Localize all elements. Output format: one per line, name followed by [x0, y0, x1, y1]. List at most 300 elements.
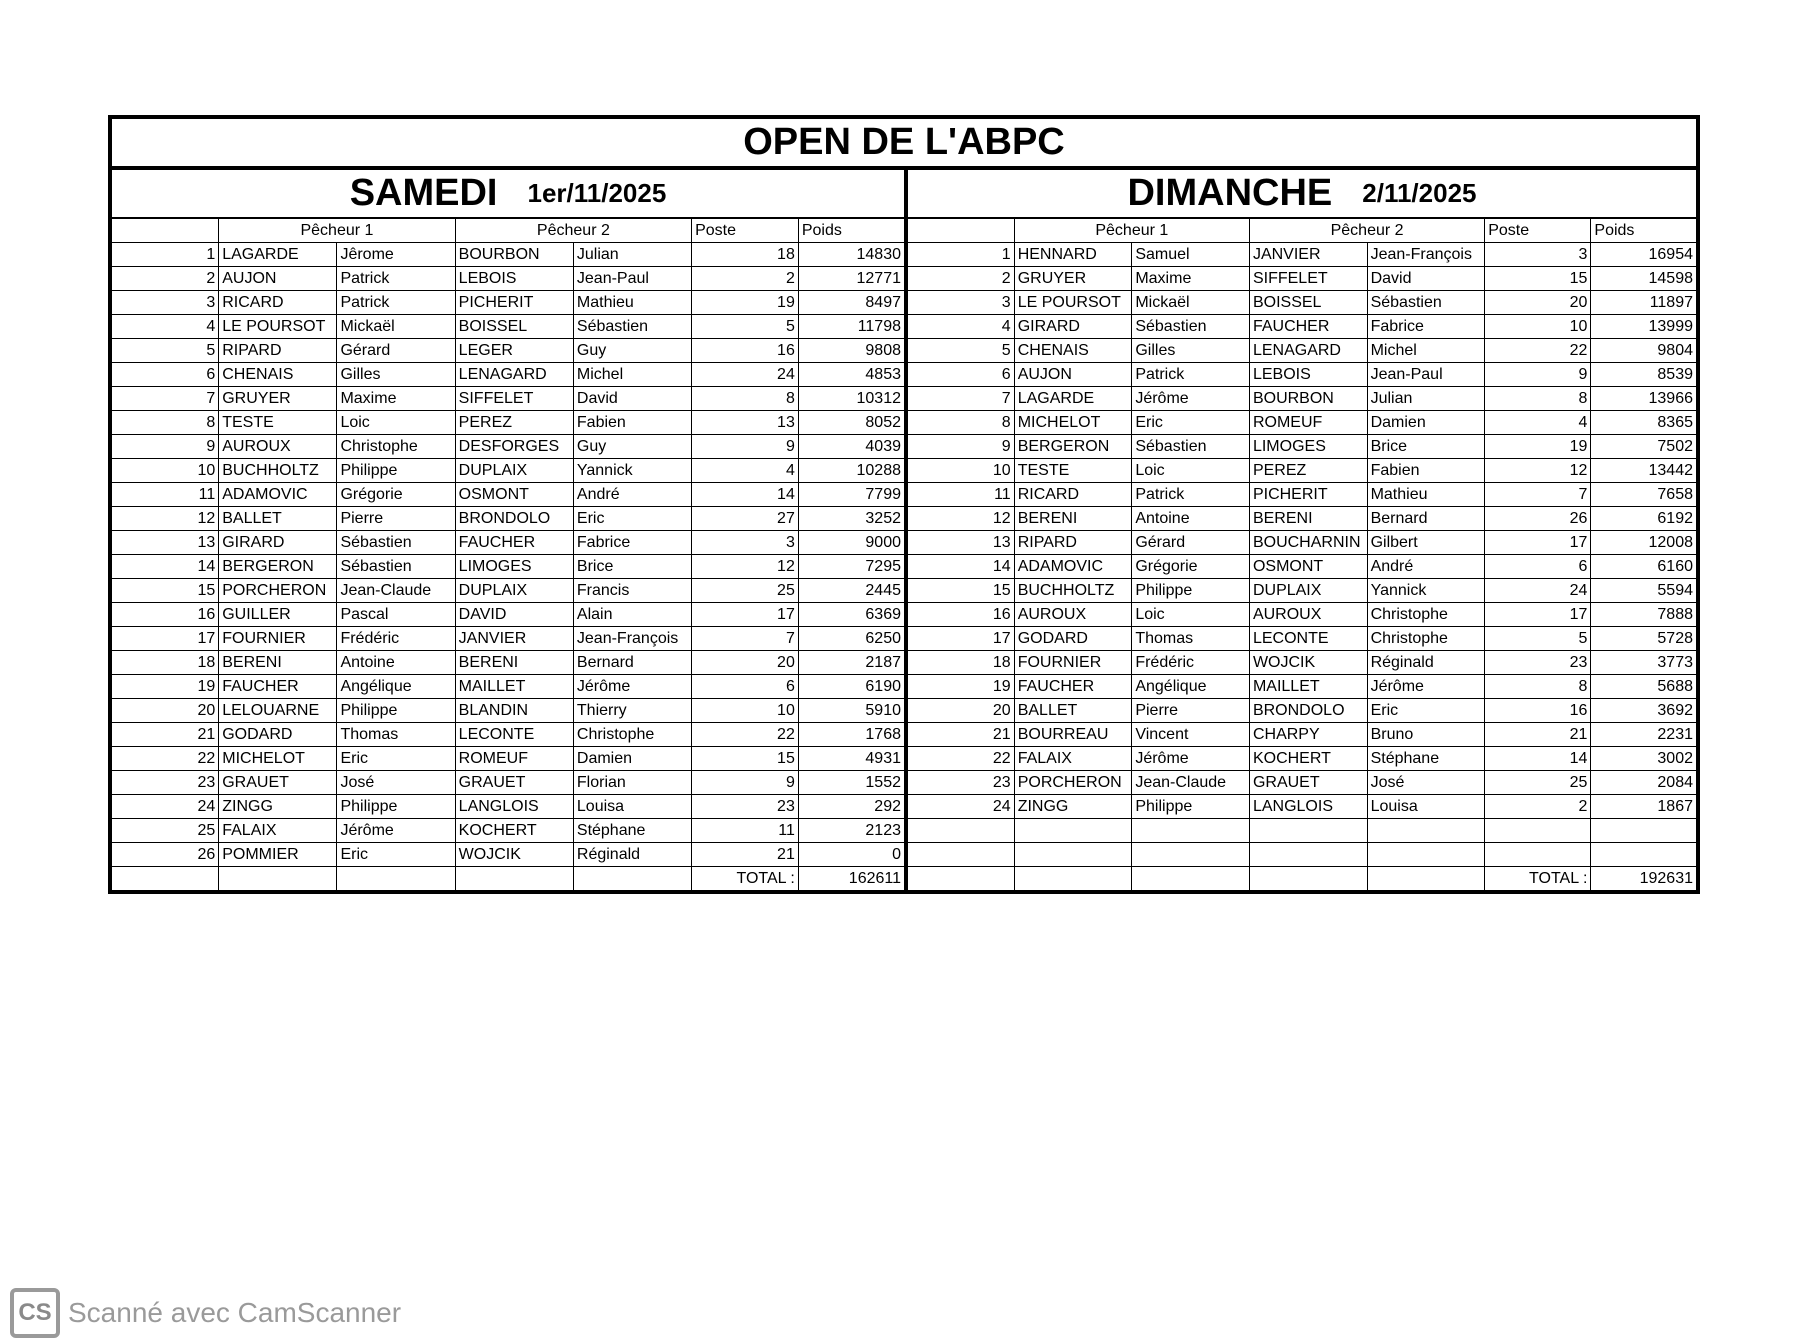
pecheur2-firstname: Damien: [1367, 411, 1485, 435]
pecheur2-lastname: AUROUX: [1249, 603, 1367, 627]
table-row: [908, 771, 1696, 795]
table-row: [112, 243, 904, 267]
empty-cell: [455, 867, 573, 891]
rank-cell: 21: [112, 723, 219, 747]
poids-header: Poids: [1591, 219, 1696, 243]
pecheur2-firstname: Christophe: [1367, 627, 1485, 651]
rank-cell: 16: [908, 603, 1014, 627]
rank-cell: 2: [908, 267, 1014, 291]
table-row: [908, 819, 1696, 843]
pecheur2-lastname: BOISSEL: [455, 315, 573, 339]
table-row: [908, 723, 1696, 747]
saturday-table: [112, 219, 904, 890]
rank-cell: 6: [112, 363, 219, 387]
table-row: [112, 291, 904, 315]
pecheur2-firstname: David: [1367, 267, 1485, 291]
poste-cell: 14: [692, 483, 799, 507]
pecheur2-firstname: Mathieu: [573, 291, 691, 315]
pecheur1-firstname: Sébastien: [337, 555, 455, 579]
pecheur2-firstname: Thierry: [573, 699, 691, 723]
pecheur1-firstname: Angélique: [337, 675, 455, 699]
poste-cell: 19: [692, 291, 799, 315]
pecheur2-lastname: BERENI: [1249, 507, 1367, 531]
pecheur2-firstname: Yannick: [1367, 579, 1485, 603]
rank-cell: 24: [908, 795, 1014, 819]
pecheur2-firstname: Réginald: [573, 843, 691, 867]
poids-cell: 14830: [798, 243, 904, 267]
rank-cell: 12: [908, 507, 1014, 531]
pecheur2-firstname: Gilbert: [1367, 531, 1485, 555]
pecheur2-lastname: DUPLAIX: [455, 579, 573, 603]
rank-cell: 11: [112, 483, 219, 507]
pecheur2-firstname: Louisa: [1367, 795, 1485, 819]
poste-cell: 27: [692, 507, 799, 531]
pecheur2-lastname: SIFFELET: [1249, 267, 1367, 291]
pecheur2-firstname: Bernard: [573, 651, 691, 675]
poids-cell: 7658: [1591, 483, 1696, 507]
rank-cell: 18: [112, 651, 219, 675]
poste-cell: 23: [1485, 651, 1591, 675]
empty-cell: [337, 867, 455, 891]
pecheur2-firstname: Fabien: [1367, 459, 1485, 483]
poids-cell: 3773: [1591, 651, 1696, 675]
pecheur2-firstname: Sébastien: [573, 315, 691, 339]
total-row: [112, 867, 904, 891]
rank-cell: 5: [908, 339, 1014, 363]
pecheur2-firstname: Fabien: [573, 411, 691, 435]
pecheur1-firstname: Antoine: [337, 651, 455, 675]
sunday-date: 2/11/2025: [1362, 178, 1477, 208]
poste-cell: 4: [1485, 411, 1591, 435]
rank-cell: 10: [908, 459, 1014, 483]
rank-cell: 1: [908, 243, 1014, 267]
poste-cell: 15: [692, 747, 799, 771]
pecheur1-lastname: RICARD: [1014, 483, 1132, 507]
rank-cell: 10: [112, 459, 219, 483]
rank-cell: 14: [908, 555, 1014, 579]
total-row: [908, 867, 1696, 891]
pecheur2-lastname: BLANDIN: [455, 699, 573, 723]
rank-cell: 23: [908, 771, 1014, 795]
poste-cell: 25: [1485, 771, 1591, 795]
table-row: [908, 411, 1696, 435]
pecheur1-lastname: BERGERON: [219, 555, 337, 579]
table-row: [112, 771, 904, 795]
table-row: [112, 675, 904, 699]
table-row: [908, 387, 1696, 411]
pecheur1-lastname: LE POURSOT: [219, 315, 337, 339]
poids-cell: 11798: [798, 315, 904, 339]
poids-cell: 8497: [798, 291, 904, 315]
poste-cell: 17: [1485, 603, 1591, 627]
poids-cell: 6190: [798, 675, 904, 699]
saturday-header: [112, 170, 904, 217]
sunday-results: [904, 219, 1696, 890]
table-row: [112, 843, 904, 867]
poste-cell: 8: [1485, 675, 1591, 699]
rank-cell: 8: [908, 411, 1014, 435]
pecheur1-lastname: GIRARD: [219, 531, 337, 555]
pecheur2-lastname: LANGLOIS: [1249, 795, 1367, 819]
pecheur1-lastname: FAUCHER: [219, 675, 337, 699]
pecheur1-lastname: [1014, 819, 1132, 843]
poids-cell: 10288: [798, 459, 904, 483]
results-sheet: [108, 115, 1700, 894]
pecheur2-firstname: Jean-François: [1367, 243, 1485, 267]
pecheur2-lastname: LEBOIS: [455, 267, 573, 291]
pecheur1-firstname: José: [337, 771, 455, 795]
pecheur1-lastname: LE POURSOT: [1014, 291, 1132, 315]
pecheur1-lastname: BERGERON: [1014, 435, 1132, 459]
pecheur1-lastname: GODARD: [219, 723, 337, 747]
table-row: [908, 795, 1696, 819]
table-row: [908, 435, 1696, 459]
rank-cell: [908, 819, 1014, 843]
poids-cell: 6192: [1591, 507, 1696, 531]
table-row: [112, 267, 904, 291]
pecheur2-firstname: Jean-Paul: [573, 267, 691, 291]
saturday-day: SAMEDI: [349, 172, 498, 214]
sunday-table: [908, 219, 1696, 890]
table-row: [112, 651, 904, 675]
pecheur2-lastname: DESFORGES: [455, 435, 573, 459]
table-row: [908, 627, 1696, 651]
pecheur2-lastname: LANGLOIS: [455, 795, 573, 819]
pecheur2-firstname: David: [573, 387, 691, 411]
pecheur1-firstname: Patrick: [337, 291, 455, 315]
total-label: TOTAL :: [692, 867, 799, 891]
poids-cell: 5594: [1591, 579, 1696, 603]
table-row: [112, 627, 904, 651]
pecheur2-lastname: PICHERIT: [1249, 483, 1367, 507]
pecheur2-firstname: Michel: [573, 363, 691, 387]
rank-cell: 4: [908, 315, 1014, 339]
pecheur1-lastname: BERENI: [1014, 507, 1132, 531]
rank-header: [112, 219, 219, 243]
pecheur2-lastname: BRONDOLO: [1249, 699, 1367, 723]
pecheur1-firstname: Philippe: [1132, 579, 1250, 603]
table-row: [112, 531, 904, 555]
pecheur1-firstname: Patrick: [337, 267, 455, 291]
pecheur2-lastname: DUPLAIX: [1249, 579, 1367, 603]
table-row: [908, 603, 1696, 627]
poids-cell: 14598: [1591, 267, 1696, 291]
pecheur1-lastname: GUILLER: [219, 603, 337, 627]
rank-cell: 16: [112, 603, 219, 627]
pecheur1-lastname: ZINGG: [1014, 795, 1132, 819]
poids-cell: 13966: [1591, 387, 1696, 411]
pecheur2-firstname: Stéphane: [1367, 747, 1485, 771]
rank-cell: 19: [908, 675, 1014, 699]
poids-cell: 13442: [1591, 459, 1696, 483]
table-row: [908, 699, 1696, 723]
poste-cell: 24: [1485, 579, 1591, 603]
rank-cell: 12: [112, 507, 219, 531]
poids-cell: 5910: [798, 699, 904, 723]
table-row: [908, 339, 1696, 363]
rank-cell: 17: [112, 627, 219, 651]
table-row: [112, 483, 904, 507]
pecheur1-lastname: TESTE: [219, 411, 337, 435]
table-row: [908, 651, 1696, 675]
rank-cell: 3: [908, 291, 1014, 315]
pecheur1-firstname: Jérôme: [1132, 387, 1250, 411]
poids-cell: 7888: [1591, 603, 1696, 627]
pecheur2-lastname: PICHERIT: [455, 291, 573, 315]
pecheur2-firstname: Jean-François: [573, 627, 691, 651]
poids-cell: 1768: [798, 723, 904, 747]
table-row: [112, 459, 904, 483]
poids-cell: 10312: [798, 387, 904, 411]
header-row: [908, 219, 1696, 243]
table-row: [908, 363, 1696, 387]
rank-cell: 13: [908, 531, 1014, 555]
poste-cell: 13: [692, 411, 799, 435]
pecheur1-lastname: LELOUARNE: [219, 699, 337, 723]
poids-cell: 3692: [1591, 699, 1696, 723]
poids-cell: 4931: [798, 747, 904, 771]
poste-cell: 21: [1485, 723, 1591, 747]
pecheur2-firstname: Yannick: [573, 459, 691, 483]
pecheur1-firstname: Patrick: [1132, 483, 1250, 507]
pecheur1-lastname: CHENAIS: [1014, 339, 1132, 363]
pecheur1-lastname: BALLET: [219, 507, 337, 531]
rank-cell: 9: [908, 435, 1014, 459]
pecheur1-header: Pêcheur 1: [219, 219, 455, 243]
pecheur2-firstname: Julian: [573, 243, 691, 267]
rank-cell: 20: [112, 699, 219, 723]
poste-cell: 14: [1485, 747, 1591, 771]
table-row: [908, 267, 1696, 291]
pecheur1-firstname: Pierre: [337, 507, 455, 531]
pecheur2-lastname: BERENI: [455, 651, 573, 675]
pecheur2-lastname: KOCHERT: [455, 819, 573, 843]
pecheur2-lastname: LECONTE: [1249, 627, 1367, 651]
pecheur1-lastname: [1014, 843, 1132, 867]
table-row: [908, 507, 1696, 531]
pecheur1-firstname: Thomas: [1132, 627, 1250, 651]
table-row: [112, 555, 904, 579]
poste-cell: 11: [692, 819, 799, 843]
table-row: [112, 795, 904, 819]
pecheur1-lastname: TESTE: [1014, 459, 1132, 483]
table-row: [908, 291, 1696, 315]
rank-cell: 7: [908, 387, 1014, 411]
table-row: [112, 819, 904, 843]
poids-cell: 292: [798, 795, 904, 819]
pecheur1-lastname: RIPARD: [1014, 531, 1132, 555]
pecheur2-lastname: MAILLET: [1249, 675, 1367, 699]
pecheur1-lastname: LAGARDE: [1014, 387, 1132, 411]
rank-cell: 19: [112, 675, 219, 699]
poids-cell: 8539: [1591, 363, 1696, 387]
pecheur1-lastname: ADAMOVIC: [219, 483, 337, 507]
pecheur1-lastname: ZINGG: [219, 795, 337, 819]
table-row: [112, 579, 904, 603]
pecheur1-lastname: ADAMOVIC: [1014, 555, 1132, 579]
poids-cell: 1867: [1591, 795, 1696, 819]
pecheur2-header: Pêcheur 2: [1249, 219, 1484, 243]
pecheur1-firstname: Gilles: [337, 363, 455, 387]
pecheur2-lastname: JANVIER: [455, 627, 573, 651]
pecheur1-firstname: Loic: [1132, 603, 1250, 627]
pecheur2-firstname: Julian: [1367, 387, 1485, 411]
table-row: [908, 675, 1696, 699]
pecheur2-lastname: BRONDOLO: [455, 507, 573, 531]
poids-cell: 13999: [1591, 315, 1696, 339]
poids-cell: 0: [798, 843, 904, 867]
pecheur2-firstname: [1367, 843, 1485, 867]
pecheur2-lastname: BOURBON: [1249, 387, 1367, 411]
table-row: [908, 243, 1696, 267]
poids-cell: 3252: [798, 507, 904, 531]
pecheur1-firstname: Frédéric: [1132, 651, 1250, 675]
poste-cell: 5: [692, 315, 799, 339]
pecheur1-lastname: GRUYER: [1014, 267, 1132, 291]
table-row: [112, 747, 904, 771]
pecheur2-firstname: Guy: [573, 435, 691, 459]
pecheur2-header: Pêcheur 2: [455, 219, 691, 243]
pecheur1-firstname: [1132, 819, 1250, 843]
poste-cell: 8: [692, 387, 799, 411]
poids-cell: 9000: [798, 531, 904, 555]
pecheur1-firstname: Frédéric: [337, 627, 455, 651]
pecheur2-firstname: Louisa: [573, 795, 691, 819]
pecheur1-firstname: Sébastien: [1132, 315, 1250, 339]
pecheur2-firstname: Bernard: [1367, 507, 1485, 531]
pecheur1-firstname: Loic: [337, 411, 455, 435]
rank-cell: 15: [112, 579, 219, 603]
pecheur2-firstname: Brice: [1367, 435, 1485, 459]
poste-cell: 9: [1485, 363, 1591, 387]
pecheur1-firstname: Philippe: [337, 699, 455, 723]
poids-cell: 11897: [1591, 291, 1696, 315]
poste-cell: 16: [692, 339, 799, 363]
empty-cell: [1014, 867, 1132, 891]
pecheur2-lastname: PEREZ: [455, 411, 573, 435]
pecheur2-lastname: DAVID: [455, 603, 573, 627]
poids-header: Poids: [798, 219, 904, 243]
poste-cell: 8: [1485, 387, 1591, 411]
pecheur1-firstname: Jérôme: [1132, 747, 1250, 771]
poids-cell: 7295: [798, 555, 904, 579]
poids-cell: [1591, 819, 1696, 843]
empty-cell: [219, 867, 337, 891]
rank-cell: 18: [908, 651, 1014, 675]
table-row: [112, 387, 904, 411]
pecheur2-lastname: LIMOGES: [455, 555, 573, 579]
rank-cell: 1: [112, 243, 219, 267]
pecheur2-lastname: BOISSEL: [1249, 291, 1367, 315]
empty-cell: [1132, 867, 1250, 891]
total-value: 192631: [1591, 867, 1696, 891]
rank-cell: 7: [112, 387, 219, 411]
poste-cell: 7: [1485, 483, 1591, 507]
pecheur2-lastname: MAILLET: [455, 675, 573, 699]
pecheur1-lastname: BERENI: [219, 651, 337, 675]
table-row: [908, 483, 1696, 507]
poste-cell: 12: [692, 555, 799, 579]
pecheur1-lastname: BUCHHOLTZ: [1014, 579, 1132, 603]
pecheur1-firstname: Thomas: [337, 723, 455, 747]
poste-cell: 3: [692, 531, 799, 555]
pecheur2-lastname: LECONTE: [455, 723, 573, 747]
poste-cell: 6: [692, 675, 799, 699]
table-row: [908, 531, 1696, 555]
pecheur1-lastname: FALAIX: [219, 819, 337, 843]
saturday-results: [112, 219, 904, 890]
poste-cell: 7: [692, 627, 799, 651]
poids-cell: 2123: [798, 819, 904, 843]
pecheur1-firstname: Mickaël: [337, 315, 455, 339]
pecheur2-lastname: SIFFELET: [455, 387, 573, 411]
poids-cell: 8052: [798, 411, 904, 435]
poste-cell: 16: [1485, 699, 1591, 723]
table-row: [908, 459, 1696, 483]
poste-cell: 9: [692, 435, 799, 459]
rank-cell: 6: [908, 363, 1014, 387]
poste-cell: 23: [692, 795, 799, 819]
pecheur1-firstname: Philippe: [337, 795, 455, 819]
poste-cell: 2: [1485, 795, 1591, 819]
poids-cell: 6250: [798, 627, 904, 651]
pecheur1-firstname: Angélique: [1132, 675, 1250, 699]
pecheur2-firstname: André: [573, 483, 691, 507]
table-row: [112, 723, 904, 747]
poste-cell: 17: [692, 603, 799, 627]
table-row: [112, 363, 904, 387]
pecheur1-firstname: Jêrome: [337, 243, 455, 267]
pecheur2-lastname: PEREZ: [1249, 459, 1367, 483]
pecheur2-firstname: Florian: [573, 771, 691, 795]
pecheur1-lastname: BUCHHOLTZ: [219, 459, 337, 483]
rank-cell: 3: [112, 291, 219, 315]
pecheur2-lastname: [1249, 843, 1367, 867]
pecheur1-firstname: Gérard: [337, 339, 455, 363]
pecheur2-firstname: Francis: [573, 579, 691, 603]
pecheur1-firstname: Loic: [1132, 459, 1250, 483]
poste-cell: 22: [692, 723, 799, 747]
table-row: [112, 699, 904, 723]
rank-cell: 13: [112, 531, 219, 555]
rank-cell: 11: [908, 483, 1014, 507]
pecheur2-lastname: CHARPY: [1249, 723, 1367, 747]
empty-cell: [1367, 867, 1485, 891]
pecheur2-lastname: GRAUET: [1249, 771, 1367, 795]
poids-cell: 2445: [798, 579, 904, 603]
poids-cell: 4039: [798, 435, 904, 459]
pecheur2-lastname: FAUCHER: [455, 531, 573, 555]
poids-cell: [1591, 843, 1696, 867]
pecheur1-firstname: Gilles: [1132, 339, 1250, 363]
pecheur2-firstname: [1367, 819, 1485, 843]
pecheur1-firstname: Samuel: [1132, 243, 1250, 267]
pecheur2-firstname: Réginald: [1367, 651, 1485, 675]
poids-cell: 12008: [1591, 531, 1696, 555]
poids-cell: 8365: [1591, 411, 1696, 435]
poids-cell: 1552: [798, 771, 904, 795]
total-value: 162611: [798, 867, 904, 891]
poste-cell: 18: [692, 243, 799, 267]
pecheur1-firstname: Philippe: [337, 459, 455, 483]
table-row: [112, 315, 904, 339]
table-row: [112, 507, 904, 531]
poids-cell: 2187: [798, 651, 904, 675]
pecheur1-firstname: Grégorie: [337, 483, 455, 507]
rank-cell: 4: [112, 315, 219, 339]
sunday-day: DIMANCHE: [1127, 172, 1333, 214]
pecheur1-firstname: Gérard: [1132, 531, 1250, 555]
